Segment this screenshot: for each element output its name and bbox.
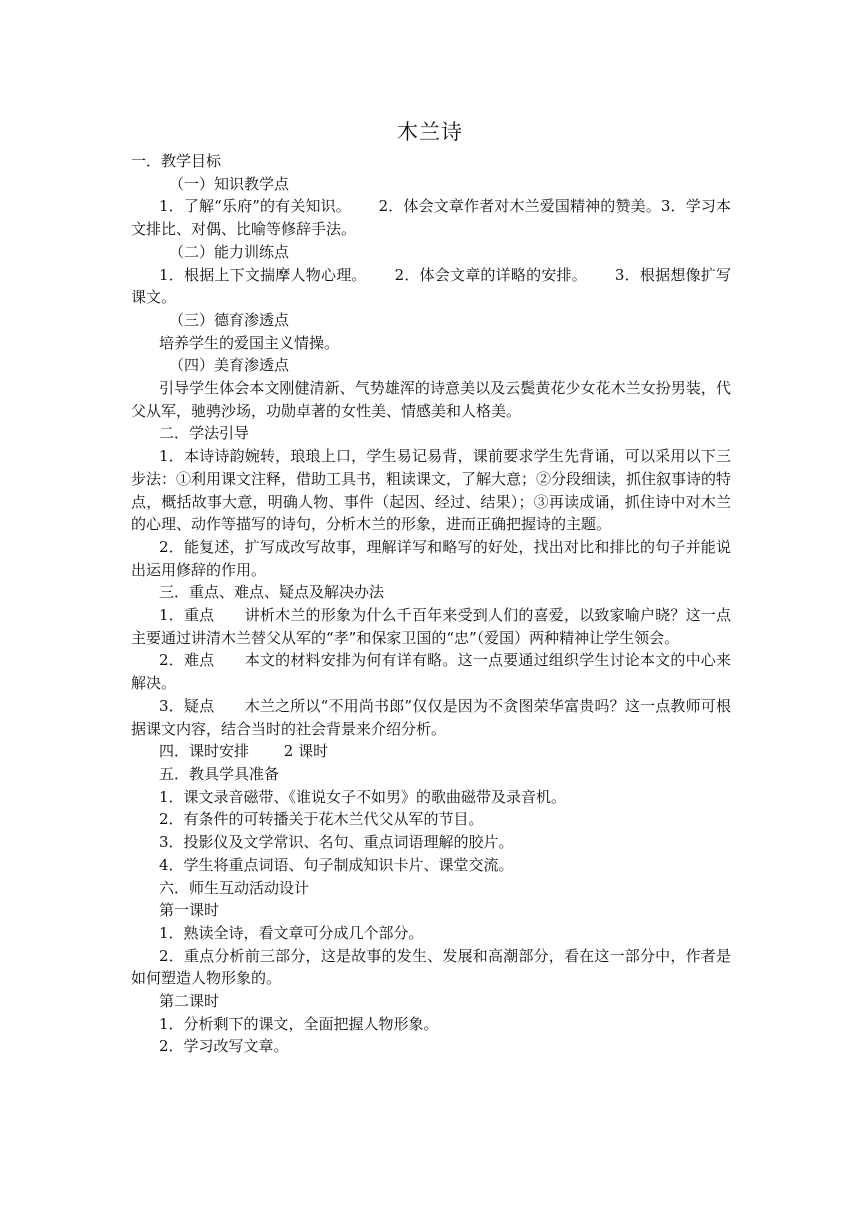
paragraph: 培养学生的爱国主义情操。	[159, 333, 340, 352]
paragraph: 2．能复述，扩写成改写故事，理解详写和略写的好处，找出对比和排比的句子并能说出运用修辞的作用。	[131, 537, 731, 579]
paragraph: 1．了解“乐府”的有关知识。 2．体会文章作者对木兰爱国精神的赞美。3．学习本文排比、对偶、比喻等修辞手法。	[131, 197, 731, 239]
paragraph: （四）美育渗透点	[169, 356, 290, 375]
paragraph: 第一课时	[159, 901, 220, 920]
paragraph: 三．重点、难点、疑点及解决办法	[159, 583, 385, 602]
paragraph: 2．学习改写文章。	[159, 1037, 289, 1056]
paragraph: （一）知识教学点	[169, 174, 290, 193]
paragraph: 一．教学目标	[131, 152, 222, 170]
paragraph: （三）德育渗透点	[169, 310, 290, 329]
document-body	[131, 150, 731, 1058]
paragraph: 3．疑点 木兰之所以“不用尚书郎”仅仅是因为不贪图荣华富贵吗？这一点教师可根据课文内容，结合当时的社会背景来介绍分析。	[131, 696, 731, 738]
document-title: 木兰诗	[397, 120, 463, 144]
paragraph: 引导学生体会本文刚健清新、气势雄浑的诗意美以及云鬓黄花少女花木兰女扮男装，代父从军，驰骋沙场，功勋卓著的女性美、情感美和人格美。	[131, 379, 731, 420]
paragraph: 1．课文录音磁带、《谁说女子不如男》的歌曲磁带及录音机。	[159, 787, 567, 806]
paragraph: 1．根据上下文揣摩人物心理。 2．体会文章的详略的安排。 3．根据想像扩写课文。	[131, 265, 731, 307]
paragraph: 二．学法引导	[159, 424, 250, 443]
paragraph: 1．分析剩下的课文，全面把握人物形象。	[159, 1014, 439, 1033]
paragraph: 2．重点分析前三部分，这是故事的发生、发展和高潮部分，看在这一部分中，作者是如何塑造人物形象的。	[131, 946, 731, 988]
paragraph: 1．熟读全诗，看文章可分成几个部分。	[159, 923, 424, 942]
paragraph: 2．有条件的可转播关于花木兰代父从军的节目。	[159, 810, 484, 829]
paragraph: 3．投影仪及文学常识、名句、重点词语理解的胶片。	[159, 833, 514, 852]
paragraph: 1．本诗诗韵婉转，琅琅上口，学生易记易背，课前要求学生先背诵，可以采用以下三步法：①利用课文注释，借助工具书，粗读课文，了解大意；②分段细读，抓住叙事诗的特点，概括故事大意，明确人物、事件（起因、经过、结果）；③再读成诵，抓住诗中对木兰的心理、动作等描写的诗句，分析木兰的形象，进而正确把握诗的主题。	[131, 447, 732, 534]
paragraph: 2．难点 本文的材料安排为何有详有略。这一点要通过组织学生讨论本文的中心来解决。	[131, 651, 731, 693]
paragraph: （二）能力训练点	[169, 242, 290, 261]
paragraph: 4．学生将重点词语、句子制成知识卡片、课堂交流。	[159, 855, 514, 874]
paragraph: 四．课时安排 2 课时	[159, 742, 329, 761]
paragraph: 第二课时	[159, 992, 220, 1011]
paragraph: 五．教具学具准备	[159, 764, 280, 783]
paragraph: 六．师生互动活动设计	[159, 878, 310, 897]
paragraph: 1．重点 讲析木兰的形象为什么千百年来受到人们的喜爱，以致家喻户晓？这一点主要通过讲清木兰替父从军的“孝”和保家卫国的“忠”（爱国）两种精神让学生领会。	[131, 606, 731, 647]
